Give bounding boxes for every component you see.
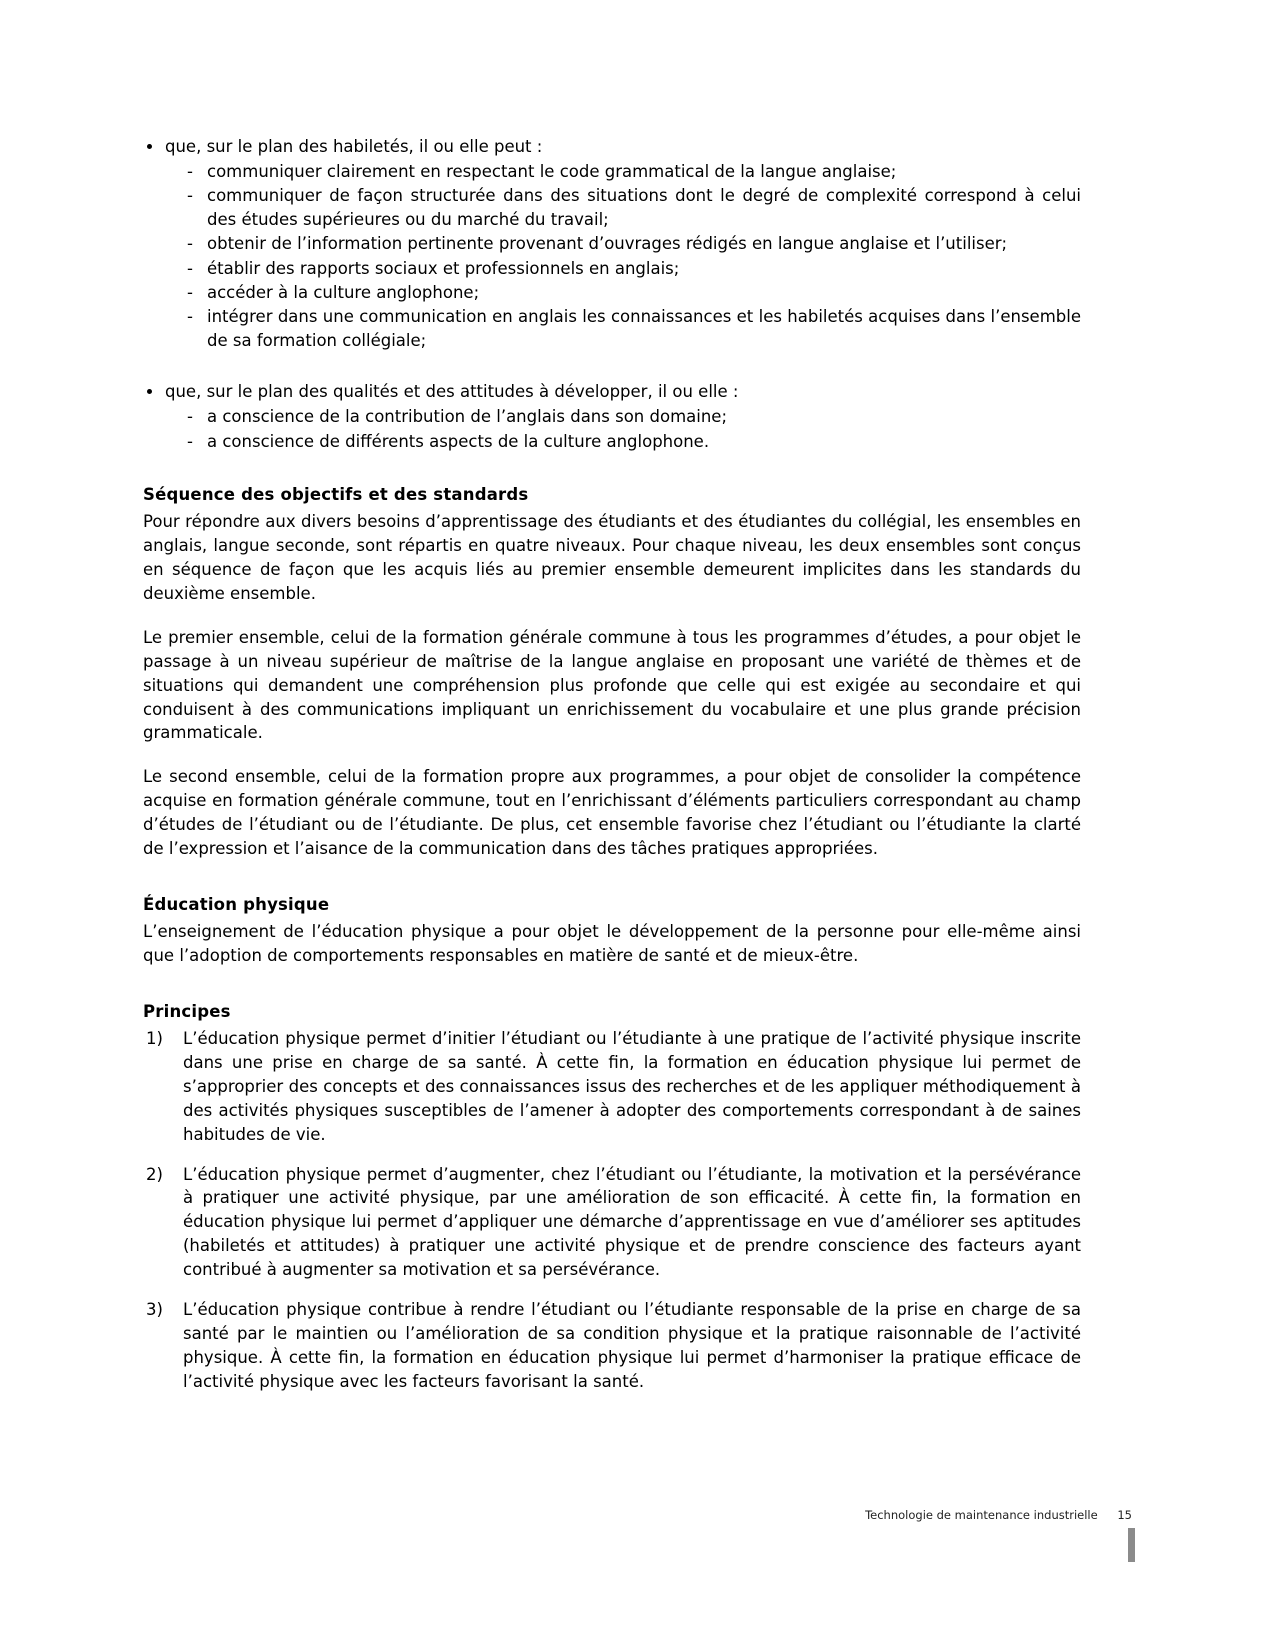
list-item bbox=[165, 305, 1081, 352]
sub-list-qualites bbox=[165, 405, 1081, 453]
list-item bbox=[143, 135, 1081, 352]
principes-list bbox=[143, 1027, 1081, 1394]
sub-item-text: communiquer de façon structurée dans des situations dont le degré de complexité correspond à celui des études supérieures ou du marché du travail; bbox=[207, 186, 1081, 229]
dash-mark-icon: - bbox=[187, 431, 193, 451]
sub-item-text: obtenir de l’information pertinente provenant d’ouvrages rédigés en langue anglaise et l’utiliser; bbox=[207, 234, 1008, 254]
footer-decorative-bar bbox=[1128, 1528, 1135, 1562]
list-item-text: L’éducation physique permet d’augmenter, chez l’étudiant ou l’étudiante, la motivation et la persévérance à pratiquer une activité physique, par une amélioration de son efficacité. À cette fin, la formation en éducation physique lui permet d’appliquer une démarche d’apprentissage en vue d’améliorer ses aptitudes (habiletés et attitudes) à pratiquer une activité physique et de prendre conscience des facteurs ayant contribué à augmenter sa motivation et sa persévérance. bbox=[183, 1164, 1081, 1280]
spacer bbox=[143, 455, 1081, 485]
list-item bbox=[165, 430, 1081, 453]
list-item bbox=[143, 380, 1081, 453]
list-item bbox=[165, 281, 1081, 304]
list-number: 3) bbox=[146, 1300, 163, 1320]
sub-item-text: établir des rapports sociaux et professionnels en anglais; bbox=[207, 258, 680, 278]
list-item-text: L’éducation physique contribue à rendre l’étudiant ou l’étudiante responsable de la prise en charge de sa santé par le maintien ou l’amélioration de sa condition physique et la pratique raisonnable de l’activité physique. À cette fin, la formation en éducation physique lui permet d’harmoniser la pratique efficace de l’activité physique avec les facteurs favorisant la santé. bbox=[183, 1300, 1081, 1391]
heading-principes: Principes bbox=[143, 1001, 231, 1021]
sub-item-text: a conscience de différents aspects de la culture anglophone. bbox=[207, 431, 710, 451]
list-item bbox=[165, 257, 1081, 280]
page-content bbox=[143, 135, 1081, 1410]
dash-mark-icon: - bbox=[187, 161, 193, 181]
list-item bbox=[143, 1163, 1081, 1283]
bullet-dot-icon bbox=[147, 389, 152, 394]
sub-item-text: a conscience de la contribution de l’anglais dans son domaine; bbox=[207, 407, 728, 427]
sub-item-text: accéder à la culture anglophone; bbox=[207, 283, 480, 303]
list-item bbox=[165, 184, 1081, 231]
list-item bbox=[143, 1298, 1081, 1394]
list-number: 2) bbox=[146, 1164, 163, 1184]
page-number: 15 bbox=[1117, 1508, 1132, 1522]
bullet-dot-icon bbox=[147, 144, 152, 149]
list-item bbox=[143, 1027, 1081, 1147]
list-item-text: L’éducation physique permet d’initier l’étudiant ou l’étudiante à une pratique de l’activité physique inscrite dans une prise en charge de sa santé. À cette fin, la formation en éducation physique lui permet de s’approprier des concepts et des connaissances issus des recherches et de les appliquer méthodiquement à des activités physiques susceptibles de l’amener à adopter des comportements correspondant à de saines habitudes de vie. bbox=[183, 1028, 1081, 1144]
bullet-list-habiletes bbox=[143, 135, 1081, 352]
paragraph-sequence-1: Pour répondre aux divers besoins d’apprentissage des étudiants et des étudiantes du collégial, les ensembles en anglais, langue seconde, sont répartis en quatre niveaux. Pour chaque niveau, les deux ensembles sont conçus en séquence de façon que les acquis liés au premier ensemble demeurent implicites dans les standards du deuxième ensemble. bbox=[143, 512, 1081, 603]
spacer bbox=[143, 354, 1081, 380]
bullet-lead-text: que, sur le plan des habiletés, il ou elle peut : bbox=[165, 137, 543, 156]
list-number: 1) bbox=[146, 1028, 163, 1048]
dash-mark-icon: - bbox=[187, 234, 193, 254]
dash-mark-icon: - bbox=[187, 307, 193, 327]
dash-mark-icon: - bbox=[187, 186, 193, 206]
dash-mark-icon: - bbox=[187, 407, 193, 427]
page-footer bbox=[0, 1508, 1275, 1522]
footer-title: Technologie de maintenance industrielle bbox=[865, 1508, 1098, 1522]
bullet-list-qualites bbox=[143, 380, 1081, 453]
dash-mark-icon: - bbox=[187, 258, 193, 278]
heading-education-physique: Éducation physique bbox=[143, 895, 330, 915]
sub-item-text: communiquer clairement en respectant le code grammatical de la langue anglaise; bbox=[207, 161, 897, 181]
dash-mark-icon: - bbox=[187, 283, 193, 303]
heading-sequence: Séquence des objectifs et des standards bbox=[143, 485, 529, 505]
list-item bbox=[165, 405, 1081, 428]
sub-list-habiletes bbox=[165, 160, 1081, 352]
paragraph-education-1: L’enseignement de l’éducation physique a pour objet le développement de la personne pour elle-même ainsi que l’adoption de comportements responsables en matière de santé et de mieux-être. bbox=[143, 922, 1081, 965]
bullet-lead-text: que, sur le plan des qualités et des attitudes à développer, il ou elle : bbox=[165, 382, 739, 402]
paragraph-sequence-3: Le second ensemble, celui de la formation propre aux programmes, a pour objet de consolider la compétence acquise en formation générale commune, tout en l’enrichissant d’éléments particuliers correspondant au champ d’études de l’étudiant ou de l’étudiante. De plus, cet ensemble favorise chez l’étudiant ou l’étudiante la clarté de l’expression et l’aisance de la communication dans des tâches pratiques appropriées. bbox=[143, 767, 1081, 859]
spacer bbox=[143, 881, 1081, 895]
spacer bbox=[143, 988, 1081, 1002]
list-item bbox=[165, 160, 1081, 183]
sub-item-text: intégrer dans une communication en anglais les connaissances et les habiletés acquises dans l’ensemble de sa formation collégiale; bbox=[207, 307, 1081, 350]
list-item bbox=[165, 232, 1081, 255]
paragraph-sequence-2: Le premier ensemble, celui de la formation générale commune à tous les programmes d’études, a pour objet le passage à un niveau supérieur de maîtrise de la langue anglaise en proposant une variété de thèmes et de situations qui demandent une compréhension plus profonde que celle qui est exigée au secondaire et qui conduisent à des communications impliquant un enrichissement du vocabulaire et une plus grande précision grammaticale. bbox=[143, 627, 1081, 743]
